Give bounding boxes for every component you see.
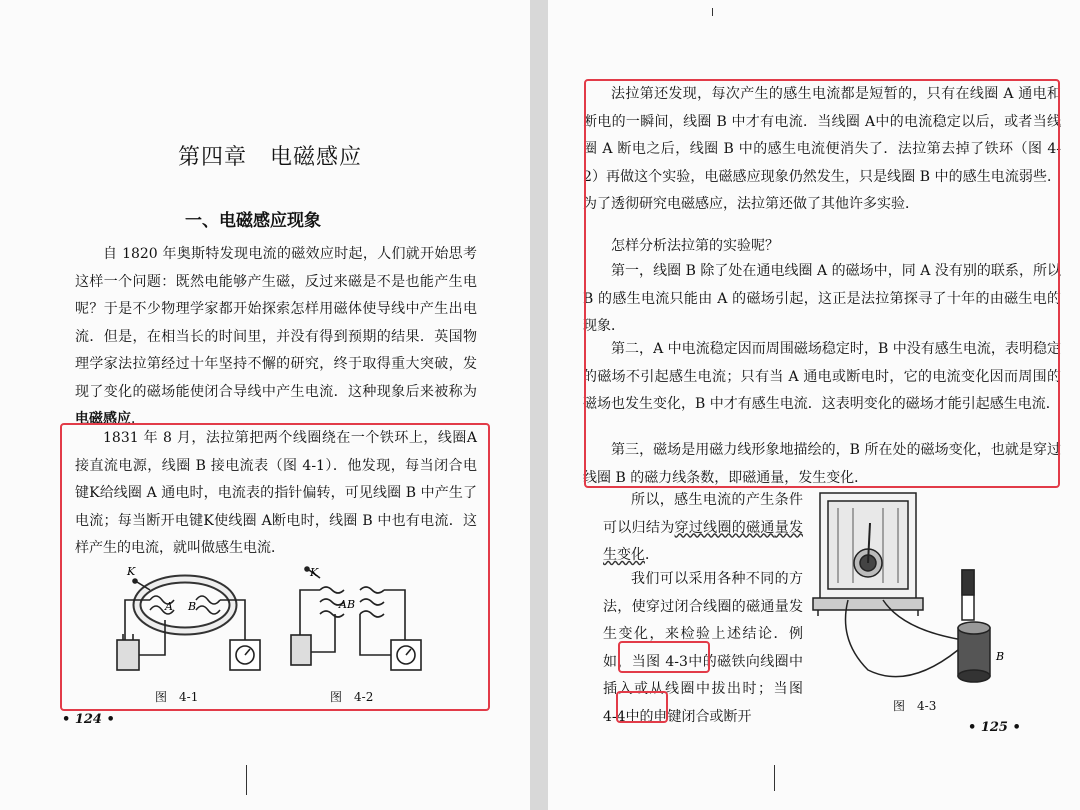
paragraph-first: 第一，线圈 B 除了处在通电线圈 A 的磁场中，同 A 没有别的联系，所以 B 的感生电流只能由 A 的磁场引起，这正是法拉第探寻了十年的由磁生电的现象． <box>583 263 1062 334</box>
fig1-label-a: A <box>165 600 173 613</box>
paragraph-conclusion: 所以，感生电流的产生条件可以归结为穿过线圈的磁通量发生变化． <box>603 492 804 563</box>
experiment-paragraph: 1831 年 8 月，法拉第把两个线圈绕在一个铁环上，线圈A接直流电源，线圈 B 接电流表（图 4-1）．他发现，每当闭合电键K给线圈 A 通电时，电流表的指针偏转，可见线圈 B 中产生了电流；每当断开电键K使线圈 A断电时，线圈 B 中也有电流．这样产生的电流，就叫做感生电流． <box>75 430 477 556</box>
term-electromagnetic-induction: 电磁感应 <box>75 411 131 427</box>
highlight-box-left <box>60 423 490 711</box>
paragraph-question: 怎样分析法拉第的实验呢？ <box>611 238 779 254</box>
right-page <box>548 0 1080 810</box>
fig3-label-b: B <box>996 650 1005 663</box>
chapter-title: 第四章 电磁感应 <box>177 145 362 170</box>
paragraph-faraday-further: 法拉第还发现，每次产生的感生电流都是短暂的，只有在线圈 A 通电和断电的一瞬间，线圈 B 中才有电流．当线圈 A中的电流稳定以后，或者当线圈 A 断电之后，线圈 B 中的感生电流便消失了．法拉第去掉了铁环（图 4-2）再做这个实验，电磁感应现象仍然发生，只是线圈 B 中的感生电流弱些．为了透彻研究电磁感应，法拉第还做了其他许多实验． <box>583 86 1062 212</box>
fig2-label-a: A <box>339 598 347 611</box>
fig2-label-k: K <box>310 566 319 579</box>
page-number-left: • 124 • <box>62 712 115 727</box>
fig1-label-b: B <box>188 600 197 613</box>
figure-4-2-caption: 图 4-2 <box>330 690 374 704</box>
crop-mark <box>246 765 247 795</box>
intro-paragraph: 自 1820 年奥斯特发现电流的磁效应时起，人们就开始思考这样一个问题：既然电能够产生磁，反过来磁是不是也能产生电呢？于是不少物理学家都开始探索怎样用磁体使导线中产生出电流．但是，在相当长的时间里，并没有得到预期的结果．英国物理学家法拉第经过十年坚持不懈的研究，终于取得重大突破，发现了变化的磁场能使闭合导线中产生电流．这种现象后来被称为电磁感应． <box>75 246 478 427</box>
highlight-box-right <box>584 79 1060 488</box>
left-page <box>0 0 530 810</box>
page-number-right: • 125 • <box>968 720 1021 735</box>
section-title: 一、电磁感应现象 <box>185 211 321 231</box>
fig-ref-4-3: 图 4-3 <box>646 653 688 670</box>
crop-mark <box>774 765 775 791</box>
fig2-label-b: B <box>347 598 356 611</box>
paragraph-third: 第三，磁场是用磁力线形象地描绘的，B 所在处的磁场变化，也就是穿过线圈 B 的磁力线条数，即磁通量，发生变化． <box>583 442 1061 486</box>
fig-ref-4-4: 图 4-4 <box>603 681 803 725</box>
top-mark <box>712 8 713 16</box>
page-gutter <box>530 0 548 810</box>
fig1-label-k: K <box>127 565 136 578</box>
figure-4-1-caption: 图 4-1 <box>155 690 199 704</box>
paragraph-second: 第二，A 中电流稳定因而周围磁场稳定时，B 中没有感生电流，表明稳定的磁场不引起感生电流；只有当 A 通电或断电时，它的电流变化因而周围的磁场也发生变化，B 中才有感生电流．这表明变化的磁场才能引起感生电流． <box>583 341 1061 412</box>
paragraph-methods: 我们可以采用各种不同的方法，使穿过闭合线圈的磁通量发生变化，来检验上述结论．例如，当图 4-3中的磁铁向线圈中插入或从线圈中拔出时；当图 4-4中的电键闭合或断开 <box>603 571 804 725</box>
highlight-box-fig-4-3-ref <box>618 641 710 673</box>
figure-4-3 <box>808 488 1038 698</box>
highlight-box-fig-4-4-ref <box>616 691 668 723</box>
figure-4-3-caption: 图 4-3 <box>893 699 937 713</box>
